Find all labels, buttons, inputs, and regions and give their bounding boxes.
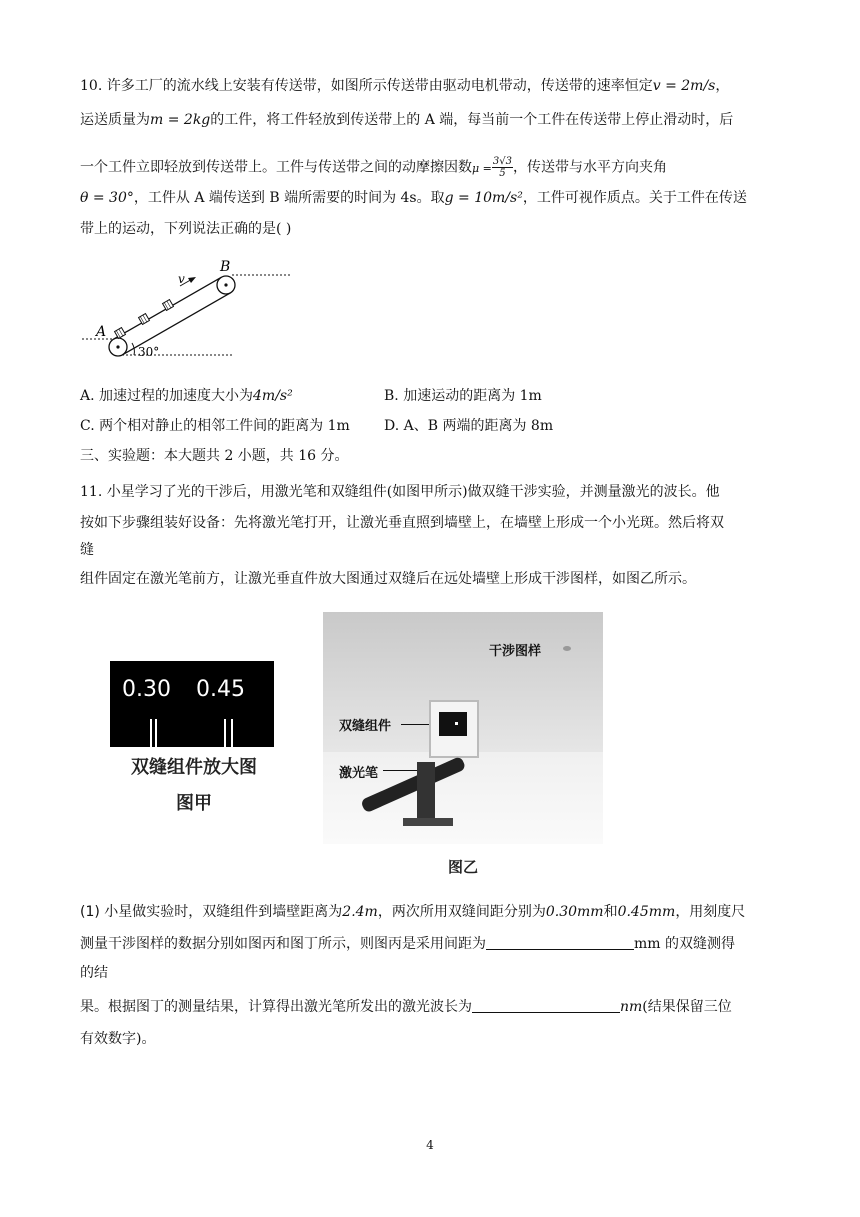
stand <box>417 762 435 822</box>
workpiece-1 <box>115 328 126 339</box>
q10-line4: θ = 30°，工件从 A 端传送到 B 端所需要的时间为 4s。取g = 10m/s²，工件可视作质点。关于工件在传送 <box>80 190 747 206</box>
section-heading: 三、实验题：本大题共 2 小题，共 16 分。 <box>80 448 349 464</box>
label-interference-pattern: 干涉图样 <box>489 644 542 659</box>
slit-pair-2b <box>231 719 233 747</box>
option-d: D. A、B 两端的距离为 8m <box>384 418 554 434</box>
figure-yi-photo <box>323 612 603 876</box>
answer-blank-2[interactable] <box>472 998 620 1013</box>
q11-part1-line4: 果。根据图丁的测量结果，计算得出激光笔所发出的激光波长为 nm(结果保留三位 <box>80 999 732 1015</box>
stand-base <box>403 818 453 826</box>
slit-value-2: 0.45 <box>196 677 245 702</box>
q10-line5: 带上的运动，下列说法正确的是( ) <box>80 221 292 237</box>
option-b: B. 加速运动的距离为 1m <box>384 388 542 404</box>
angle-label: 30° <box>138 345 160 359</box>
figure-jia <box>106 655 282 825</box>
q10-line2: 运送质量为m = 2kg的工件，将工件轻放到传送带上的 A 端，每当前一个工件在传送带上停止滑动时，后 <box>80 112 734 128</box>
figure-jia-caption1: 双缝组件放大图 <box>131 757 257 778</box>
conveyor-diagram <box>82 255 292 365</box>
option-a: A. 加速过程的加速度大小为4m/s² <box>80 388 293 404</box>
q11-line3: 缝 <box>80 542 94 558</box>
workpiece-2 <box>139 314 150 325</box>
slit-pair-1 <box>150 719 152 747</box>
page-number: 4 <box>426 1138 434 1152</box>
mass-formula: m = 2kg <box>150 112 211 128</box>
double-slit-enlarged <box>110 661 274 747</box>
slit-pair-2 <box>224 719 226 747</box>
q11-part1-line1: (1) 小星做实验时，双缝组件到墙壁距离为2.4m，两次所用双缝间距分别为0.30mm和0.45mm，用刻度尺 <box>80 904 746 920</box>
q10-line3: 一个工件立即轻放到传送带上。工件与传送带之间的动摩擦因数μ = $\frac{3√3}{5}$ ，传送带与水平方向夹角 <box>80 156 667 179</box>
slit-value-1: 0.30 <box>122 677 171 702</box>
q11-part1-line3: 的结 <box>80 965 108 981</box>
point-b-label: B <box>220 259 231 275</box>
figure-yi-caption: 图乙 <box>447 858 478 876</box>
slit-holder <box>429 700 479 758</box>
g-formula: g = 10m/s² <box>444 190 523 206</box>
mu-formula: μ = $\frac{3√3}{5}$ <box>472 156 512 179</box>
velocity-label: v <box>178 272 185 286</box>
figure-jia-caption2: 图甲 <box>176 793 212 814</box>
answer-blank-1[interactable] <box>486 935 634 950</box>
q10-line1: 10. 许多工厂的流水线上安装有传送带，如图所示传送带由驱动电机带动，传送带的速率恒定v = 2m/s， <box>80 78 730 94</box>
q11-line1: 11. 小星学习了光的干涉后，用激光笔和双缝组件(如图甲所示)做双缝干涉实验，并测量激光的波长。他 <box>80 484 720 500</box>
slit-pair-1b <box>155 719 157 747</box>
pointer-line-1 <box>401 724 431 725</box>
q11-line2: 按如下步骤组装好设备：先将激光笔打开，让激光垂直照到墙壁上，在墙壁上形成一个小光斑。然后将双 <box>80 515 724 531</box>
velocity-formula: v = 2m/s <box>652 78 716 94</box>
interference-dot <box>563 646 571 651</box>
pointer-line-2 <box>383 770 419 771</box>
label-laser-pointer: 激光笔 <box>339 766 379 781</box>
theta-formula: θ = 30° <box>80 190 134 206</box>
q11-part1-line5: 有效数字)。 <box>80 1031 156 1047</box>
point-a-label: A <box>96 324 107 340</box>
q11-line4: 组件固定在激光笔前方，让激光垂直件放大图通过双缝后在远处墙壁上形成干涉图样，如图乙所示。 <box>80 571 696 587</box>
workpiece-3 <box>163 300 174 311</box>
label-double-slit: 双缝组件 <box>339 719 392 734</box>
q11-part1-line2: 测量干涉图样的数据分别如图丙和图丁所示，则图丙是采用间距为 mm 的双缝测得 <box>80 936 736 952</box>
option-c: C. 两个相对静止的相邻工件间的距离为 1m <box>80 418 350 434</box>
